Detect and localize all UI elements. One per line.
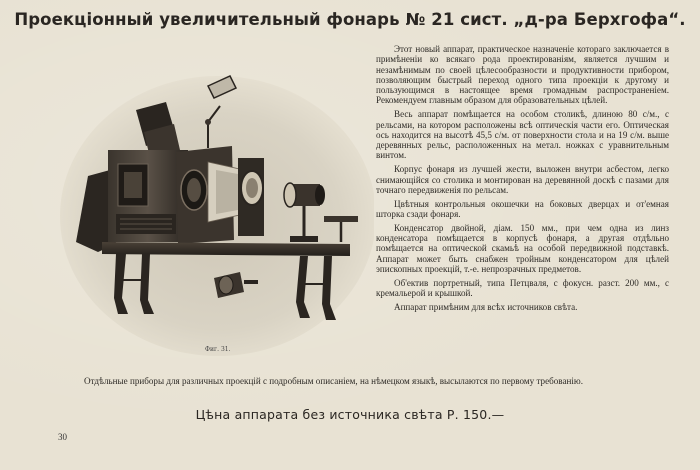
paragraph-windows: Цвѣтныя контрольныя окошечки на боковых дверцах и от'емная шторка сзади фонаря.	[376, 198, 669, 219]
projection-lantern-illustration	[58, 66, 374, 366]
paragraph-light-sources: Аппарат примѣним для всѣх источников свѣта.	[394, 301, 578, 312]
accessories-note	[58, 376, 670, 388]
description-column	[376, 44, 669, 316]
accessories-note-text: Отдѣльные приборы для различных проекцій с подробным описаніем, на нѣмецком языкѣ, высылаются по первому требованію.	[84, 376, 583, 386]
page-number: 30	[58, 432, 67, 442]
paragraph-objective: Об'ектив портретный, типа Петцваля, с фокусн. разст. 200 мм., с кремальерой и крышкой.	[376, 277, 669, 299]
page-title: Проекціонный увеличительный фонарь № 21 сист. „д-ра Берхгофа“.	[14, 10, 686, 29]
paragraph-intro: Этот новый аппарат, практическое назначеніе котораго заключается в примѣненіи ко всякаго рода проектированіям, является лучшим и незамѣнимым по своей цѣлесообразности и продуктивности прибором, позволяющим быстрый переход одного типа проекціи к другому и пользующимся в настоящее время громадным распространеніем. Рекомендуем главным образом для образовательных цѣлей.	[376, 44, 669, 106]
figure-caption: Фиг. 31.	[205, 346, 231, 353]
price-line: Цѣна аппарата без источника свѣта Р. 150.—	[195, 407, 505, 422]
paragraph-table: Весь аппарат помѣщается на особом столикѣ, длиною 80 с/м., с рельсами, на котором расположены всѣ оптическія части его. Оптическая ось находится на высотѣ 45,5 с/м. от поверхности стола и на 19 с/м. выше деревянных рельс, расположенных на метал. ножках с уравнительным винтом.	[376, 109, 669, 161]
paragraph-housing: Корпус фонаря из лучшей жести, выложен внутри асбестом, легко снимающійся со столика и монтирован на деревянной доскѣ с пазами для точнаго передвиженія по рельсам.	[376, 164, 669, 195]
paragraph-condenser: Конденсатор двойной, діам. 150 мм., при чем одна из линз конденсатора помѣщается в корпусѣ фонаря, а другая отдѣльно помѣщается на оптической скамьѣ на особой передвижной подставкѣ. Аппарат может быть снабжен тройным конденсатором для цѣлей эпископных проекцій, т.-е. непрозрачных предметов.	[376, 222, 669, 274]
